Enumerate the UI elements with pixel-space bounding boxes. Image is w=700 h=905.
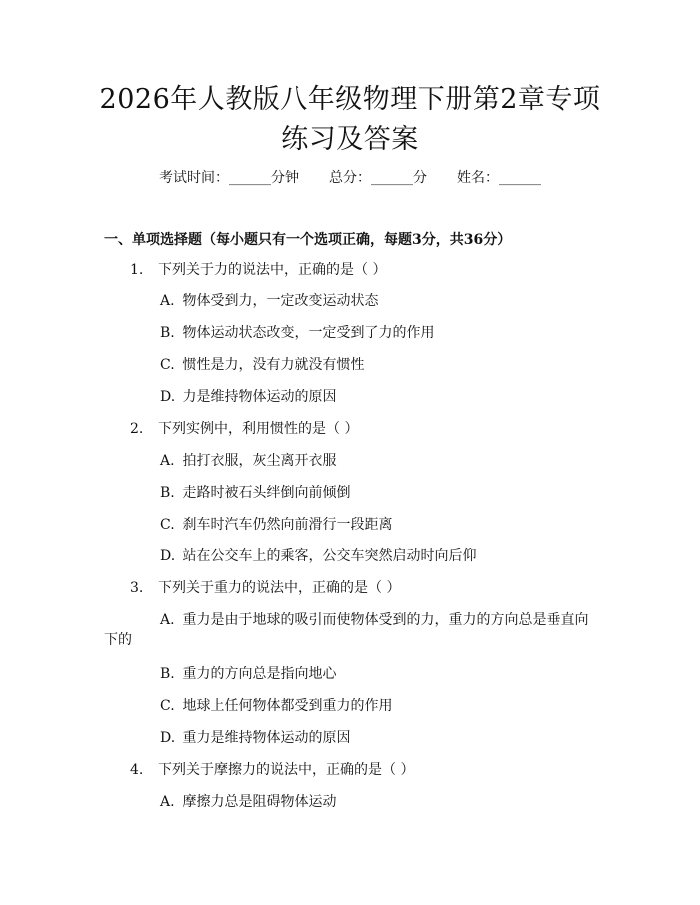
option-label: A. bbox=[160, 612, 175, 628]
question-3 bbox=[130, 578, 400, 598]
option-text: 重力是由于地球的吸引而使物体受到的力，重力的方向总是垂直向下的 bbox=[104, 612, 589, 648]
document-title: 2026年人教版八年级物理下册第2章专项练习及答案 bbox=[99, 84, 601, 155]
q3-option-d bbox=[160, 728, 350, 748]
option-text: 物体受到力，一定改变运动状态 bbox=[182, 293, 379, 309]
option-text: 物体运动状态改变，一定受到了力的作用 bbox=[182, 325, 435, 341]
question-number: 1. bbox=[130, 262, 144, 278]
option-text: 地球上任何物体都受到重力的作用 bbox=[182, 698, 393, 714]
option-label: B. bbox=[160, 325, 175, 341]
option-text: 摩擦力总是阻碍物体运动 bbox=[182, 794, 337, 810]
option-label: C. bbox=[160, 517, 175, 533]
question-text: 下列实例中，利用惯性的是（ ） bbox=[158, 421, 359, 437]
option-label: D. bbox=[160, 389, 176, 405]
option-label: B. bbox=[160, 485, 175, 501]
q2-option-d bbox=[160, 546, 476, 566]
question-number: 4. bbox=[130, 762, 144, 778]
option-text: 走路时被石头绊倒向前倾倒 bbox=[182, 485, 351, 501]
option-label: A. bbox=[160, 794, 175, 810]
option-label: D. bbox=[160, 548, 176, 564]
question-text: 下列关于摩擦力的说法中，正确的是（ ） bbox=[158, 762, 415, 778]
q1-option-c bbox=[160, 355, 364, 375]
question-1 bbox=[130, 260, 386, 280]
q2-option-c bbox=[160, 515, 392, 535]
option-label: B. bbox=[160, 666, 175, 682]
option-text: 拍打衣服，灰尘离开衣服 bbox=[182, 453, 337, 469]
student-name: 姓名：______ bbox=[457, 170, 541, 186]
exam-meta bbox=[0, 167, 700, 187]
q1-option-a bbox=[160, 291, 378, 311]
q2-option-a bbox=[160, 451, 336, 471]
q1-option-b bbox=[160, 323, 434, 343]
question-number: 2. bbox=[130, 421, 144, 437]
option-text: 刹车时汽车仍然向前滑行一段距离 bbox=[182, 517, 393, 533]
question-text: 下列关于力的说法中，正确的是（ ） bbox=[158, 262, 387, 278]
q3-option-c bbox=[160, 696, 392, 716]
option-text: 重力的方向总是指向地心 bbox=[182, 666, 337, 682]
question-number: 3. bbox=[130, 580, 144, 596]
q3-option-a bbox=[104, 610, 594, 650]
question-2 bbox=[130, 419, 358, 439]
option-label: A. bbox=[160, 453, 175, 469]
question-4 bbox=[130, 760, 414, 780]
option-text: 力是维持物体运动的原因 bbox=[182, 389, 337, 405]
section-heading: 一、单项选择题（每小题只有一个选项正确，每题3分，共36分） bbox=[104, 232, 512, 248]
total-score: 总分：______分 bbox=[329, 170, 427, 186]
option-text: 重力是维持物体运动的原因 bbox=[182, 730, 351, 746]
option-text: 站在公交车上的乘客，公交车突然启动时向后仰 bbox=[182, 548, 477, 564]
question-text: 下列关于重力的说法中，正确的是（ ） bbox=[158, 580, 401, 596]
option-label: A. bbox=[160, 293, 175, 309]
q1-option-d bbox=[160, 387, 336, 407]
q3-option-b bbox=[160, 664, 336, 684]
option-label: D. bbox=[160, 730, 176, 746]
option-label: C. bbox=[160, 357, 175, 373]
q4-option-a bbox=[160, 792, 336, 812]
q2-option-b bbox=[160, 483, 350, 503]
option-label: C. bbox=[160, 698, 175, 714]
exam-time: 考试时间：______分钟 bbox=[159, 170, 299, 186]
option-text: 惯性是力，没有力就没有惯性 bbox=[182, 357, 365, 373]
